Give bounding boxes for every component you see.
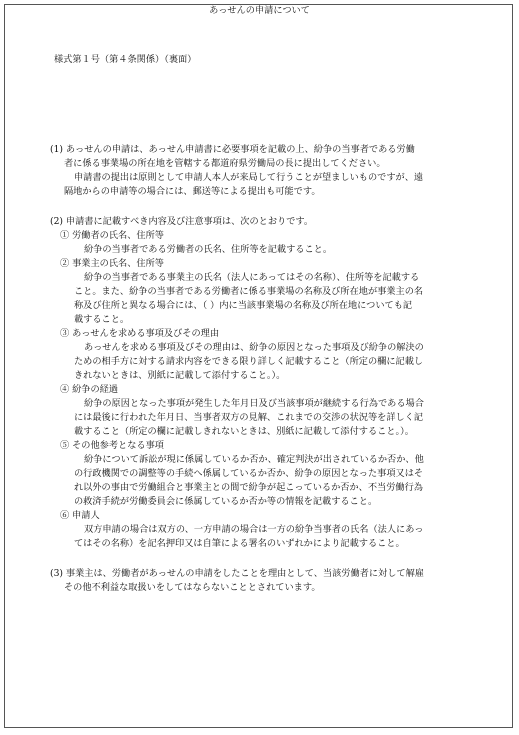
item-5-body: の行政機関での調整等の手続へ係属しているか否か、紛争の原因となった事項又はそ — [74, 468, 424, 479]
item-4-body: 載すること（所定の欄に記載しきれないときは、別紙に記載して添付すること。）。 — [74, 426, 414, 437]
item-5-body: れ以外の事由で労働組合と事業主との間で紛争が起こっているか否か、不当労働行為 — [74, 482, 423, 493]
section-1-line: (1) あっせんの申請は、あっせん申請書に必要事項を記載の上、紛争の当事者である労働 — [50, 144, 415, 155]
item-3-body: ための相手方に対する請求内容をできる限り詳しく記載すること（所定の欄に記載し — [74, 356, 424, 367]
item-3-heading: ③ あっせんを求める事項及びその理由 — [60, 328, 220, 339]
item-1-heading: ① 労働者の氏名、住所等 — [60, 230, 164, 241]
item-2-body: こと。また、紛争の当事者である労働者に係る事業場の名称及び所在地が事業主の名 — [74, 286, 424, 297]
item-4-heading: ④ 紛争の経過 — [60, 384, 119, 395]
section-3-line: (3) 事業主は、労働者があっせんの申請をしたことを理由として、当該労働者に対して解雇 — [50, 568, 424, 579]
item-1-body: 紛争の当事者である労働者の氏名、住所等を記載すること。 — [84, 244, 333, 255]
item-4-body: には最後に行われた年月日、当事者双方の見解、これまでの交渉の状況等を詳しく記 — [74, 412, 424, 423]
section-2-heading: (2) 申請書に記載すべき内容及び注意事項は、次のとおりです。 — [50, 216, 314, 227]
section-1-line: 者に係る事業場の所在地を管轄する都道府県労働局の長に提出してください。 — [64, 158, 386, 169]
item-3-body: あっせんを求める事項及びその理由は、紛争の原因となった事項及び紛争の解決の — [84, 342, 424, 353]
section-1-line: 申請書の提出は原則として申請人本人が来局して行うことが望ましいものですが、遠 — [74, 172, 424, 183]
item-4-body: 紛争の原因となった事項が発生した年月日及び当該事項が継続する行為である場合 — [84, 398, 424, 409]
section-3-line: その他不利益な取扱いをしてはならないこととされています。 — [64, 582, 321, 593]
item-3-body: きれないときは、別紙に記載して添付すること。）。 — [74, 370, 286, 381]
item-5-body: の救済手続が労働委員会に係属しているか否か等の情報を記載すること。 — [74, 496, 378, 507]
item-6-body: 双方申請の場合は双方の、一方申請の場合は一方の紛争当事者の氏名（法人にあっ — [84, 524, 424, 535]
item-5-body: 紛争について訴訟が現に係属しているか否か、確定判決が出されているか否か、他 — [84, 454, 424, 465]
item-2-heading: ② 事業主の氏名、住所等 — [60, 258, 164, 269]
item-2-body: 称及び住所と異なる場合には、（ ）内に当該事業場の名称及び所在地についても記 — [74, 300, 413, 311]
item-2-body: 載すること。 — [74, 314, 130, 325]
item-6-heading: ⑥ 申請人 — [60, 510, 100, 521]
form-header: 様式第１号（第４条関係）（裏面） — [54, 54, 197, 65]
item-6-body: てはその名称）を記名押印又は自筆による署名のいずれかにより記載すること。 — [74, 538, 405, 549]
item-2-body: 紛争の当事者である事業主の氏名（法人にあってはその名称）、住所等を記載する — [84, 272, 420, 283]
document-title: あっせんの申請について — [209, 5, 310, 16]
document-page — [4, 4, 513, 728]
item-5-heading: ⑤ その他参考となる事項 — [60, 440, 164, 451]
section-1-line: 隔地からの申請等の場合には、郵送等による提出も可能です。 — [64, 186, 321, 197]
